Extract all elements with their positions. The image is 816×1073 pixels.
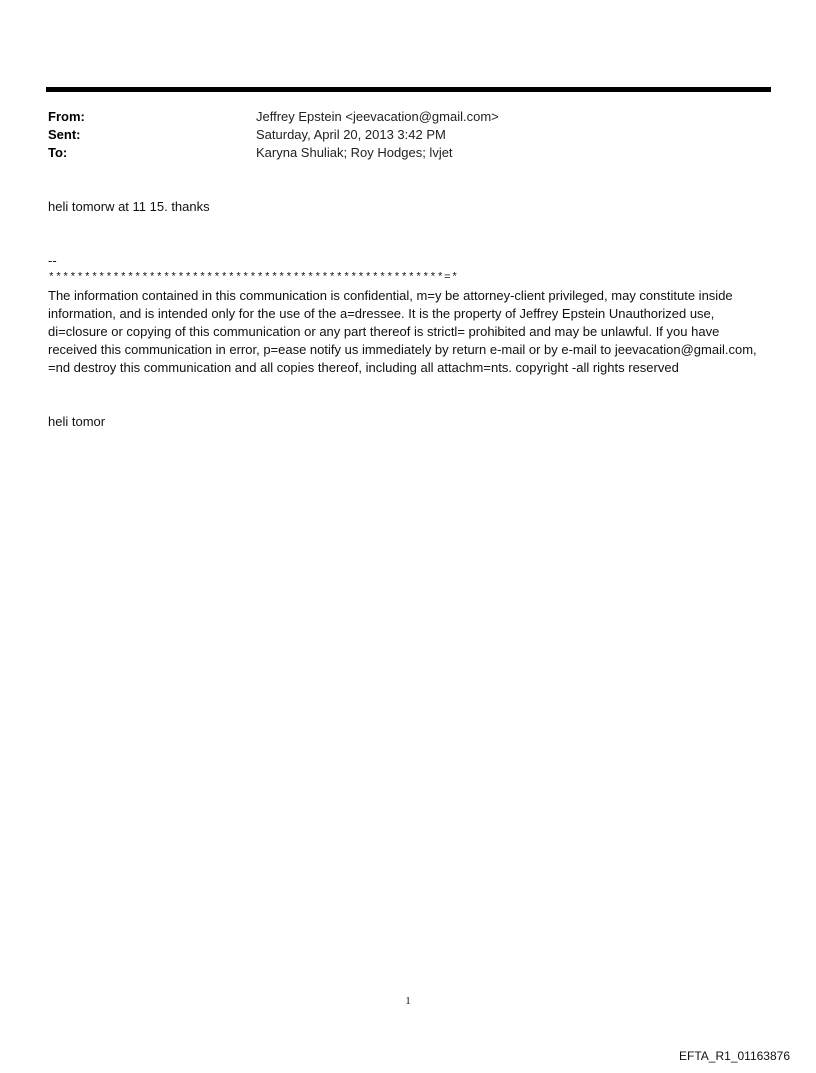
message-body: heli tomorw at 11 15. thanks bbox=[48, 199, 210, 214]
signature-stars: *******************************************************=* bbox=[48, 272, 459, 284]
signature-separator: -- bbox=[48, 253, 57, 268]
to-label: To: bbox=[48, 145, 68, 160]
from-row bbox=[48, 108, 768, 126]
bates-number: EFTA_R1_01163876 bbox=[679, 1049, 790, 1063]
sent-row bbox=[48, 126, 768, 144]
quoted-message: heli tomor bbox=[48, 414, 106, 429]
from-label: From: bbox=[48, 109, 85, 124]
email-header bbox=[48, 108, 768, 162]
page-number: 1 bbox=[405, 995, 411, 1007]
sent-label: Sent: bbox=[48, 127, 81, 142]
to-value: Karyna Shuliak; Roy Hodges; lvjet bbox=[256, 145, 453, 160]
sent-value: Saturday, April 20, 2013 3:42 PM bbox=[256, 127, 446, 142]
to-row bbox=[48, 144, 768, 162]
confidentiality-disclaimer: The information contained in this communication is confidential, m=y be attorney-client privileged, may constitute inside information, and is intended only for the use of the a=dressee. It is the property of Jeffrey Epstein Unauthorized use, di=closure or copying of this communication or any part thereof is strictl= prohibited and may be unlawful. If you have received this communication in error, p=ease notify us immediately by return e-mail or by e-mail to jeevacation@gmail.com, =nd destroy this communication and all copies thereof, including all attachm=nts. copyright -all rights reserved bbox=[48, 288, 757, 375]
header-divider bbox=[46, 87, 771, 92]
from-value: Jeffrey Epstein <jeevacation@gmail.com> bbox=[256, 109, 499, 124]
